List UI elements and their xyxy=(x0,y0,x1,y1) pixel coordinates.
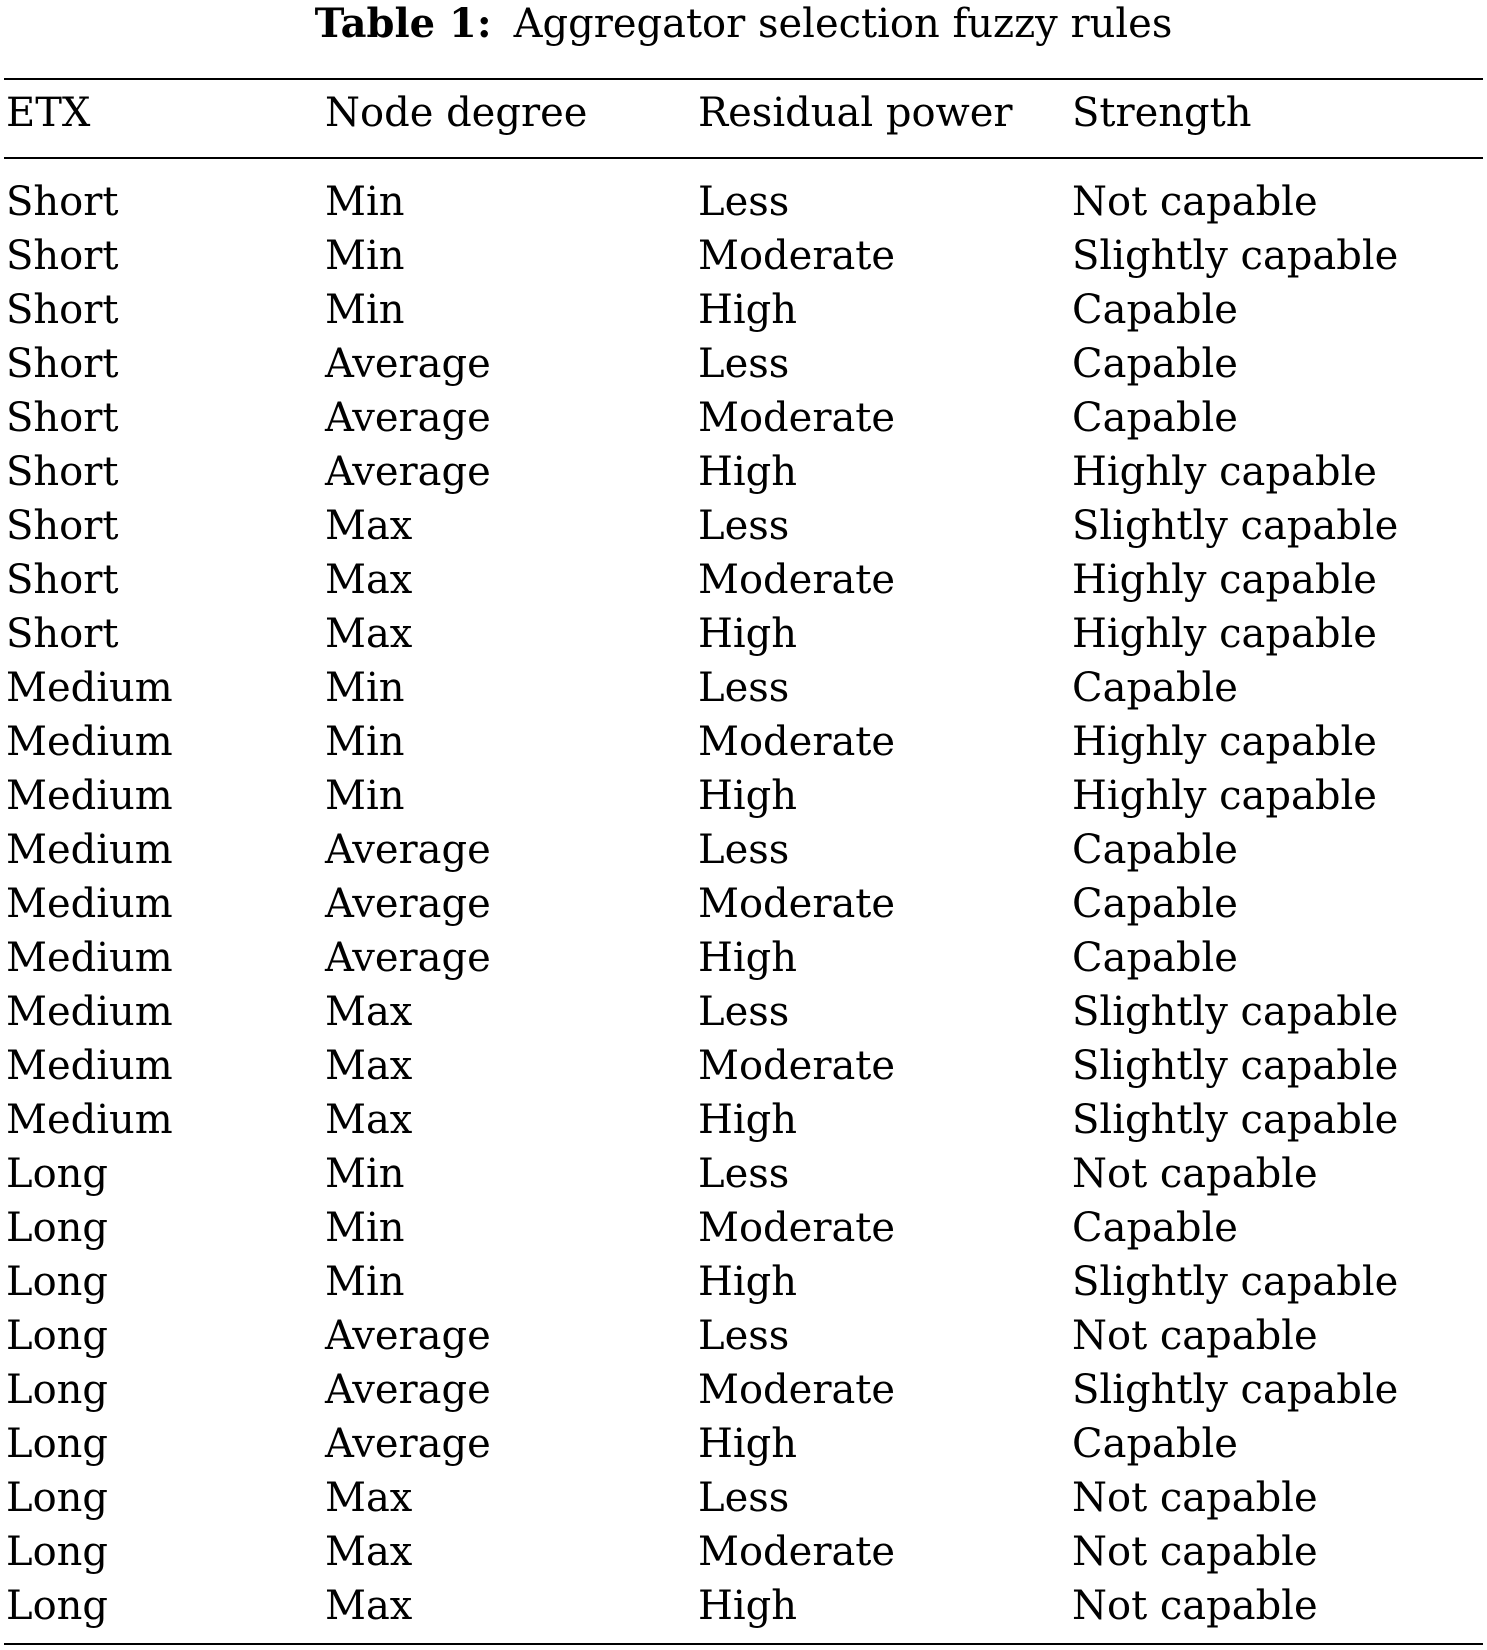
cell-strength: Not capable xyxy=(1072,179,1318,225)
table-row xyxy=(6,337,1483,391)
cell-etx: Long xyxy=(6,1205,109,1251)
table-row xyxy=(6,1525,1483,1579)
cell-residual-power: Less xyxy=(698,827,790,873)
cell-strength: Highly capable xyxy=(1072,719,1377,765)
table-caption-label: Table 1: xyxy=(314,0,492,47)
table-caption xyxy=(0,0,1487,48)
cell-node-degree: Average xyxy=(325,395,491,441)
table-header-rule xyxy=(4,157,1483,159)
cell-etx: Long xyxy=(6,1313,109,1359)
cell-etx: Long xyxy=(6,1367,109,1413)
cell-node-degree: Max xyxy=(325,1583,413,1629)
cell-strength: Capable xyxy=(1072,341,1238,387)
cell-node-degree: Average xyxy=(325,341,491,387)
table-row xyxy=(6,1147,1483,1201)
table-row xyxy=(6,553,1483,607)
cell-etx: Long xyxy=(6,1421,109,1467)
column-header-strength: Strength xyxy=(1072,90,1252,136)
cell-residual-power: High xyxy=(698,935,798,981)
cell-residual-power: Less xyxy=(698,1313,790,1359)
cell-residual-power: Less xyxy=(698,341,790,387)
cell-etx: Medium xyxy=(6,827,173,873)
cell-node-degree: Min xyxy=(325,719,405,765)
cell-node-degree: Min xyxy=(325,287,405,333)
cell-node-degree: Max xyxy=(325,1043,413,1089)
cell-strength: Not capable xyxy=(1072,1529,1318,1575)
cell-residual-power: Moderate xyxy=(698,1367,896,1413)
cell-strength: Capable xyxy=(1072,665,1238,711)
cell-node-degree: Max xyxy=(325,1529,413,1575)
cell-strength: Slightly capable xyxy=(1072,1367,1399,1413)
cell-etx: Short xyxy=(6,395,119,441)
cell-residual-power: Moderate xyxy=(698,719,896,765)
table-row xyxy=(6,877,1483,931)
table-row xyxy=(6,1363,1483,1417)
cell-residual-power: Less xyxy=(698,989,790,1035)
table-top-rule xyxy=(4,78,1483,80)
table-row xyxy=(6,1579,1483,1633)
table-row xyxy=(6,283,1483,337)
cell-node-degree: Min xyxy=(325,233,405,279)
cell-strength: Capable xyxy=(1072,1421,1238,1467)
cell-etx: Medium xyxy=(6,773,173,819)
table-header xyxy=(6,86,1483,148)
table-row xyxy=(6,769,1483,823)
cell-strength: Highly capable xyxy=(1072,557,1377,603)
table-row xyxy=(6,1309,1483,1363)
cell-node-degree: Min xyxy=(325,773,405,819)
cell-strength: Capable xyxy=(1072,287,1238,333)
cell-node-degree: Average xyxy=(325,881,491,927)
table-row xyxy=(6,1471,1483,1525)
table-row xyxy=(6,1093,1483,1147)
cell-node-degree: Min xyxy=(325,179,405,225)
cell-residual-power: Moderate xyxy=(698,395,896,441)
cell-etx: Long xyxy=(6,1583,109,1629)
cell-node-degree: Average xyxy=(325,1421,491,1467)
cell-residual-power: High xyxy=(698,1583,798,1629)
table-row xyxy=(6,823,1483,877)
table-row xyxy=(6,661,1483,715)
cell-node-degree: Average xyxy=(325,449,491,495)
cell-residual-power: High xyxy=(698,1097,798,1143)
cell-residual-power: Less xyxy=(698,179,790,225)
table-row xyxy=(6,391,1483,445)
cell-etx: Long xyxy=(6,1259,109,1305)
cell-etx: Short xyxy=(6,341,119,387)
table-row xyxy=(6,499,1483,553)
cell-strength: Not capable xyxy=(1072,1151,1318,1197)
cell-etx: Medium xyxy=(6,935,173,981)
cell-node-degree: Max xyxy=(325,1475,413,1521)
cell-etx: Long xyxy=(6,1529,109,1575)
cell-etx: Medium xyxy=(6,1097,173,1143)
column-header-etx: ETX xyxy=(6,90,91,136)
cell-strength: Highly capable xyxy=(1072,449,1377,495)
cell-residual-power: Less xyxy=(698,1151,790,1197)
cell-strength: Slightly capable xyxy=(1072,1259,1399,1305)
cell-residual-power: Moderate xyxy=(698,1205,896,1251)
cell-etx: Short xyxy=(6,287,119,333)
table-row xyxy=(6,175,1483,229)
table-caption-text: Aggregator selection fuzzy rules xyxy=(513,1,1173,47)
table-row xyxy=(6,931,1483,985)
cell-node-degree: Max xyxy=(325,1097,413,1143)
cell-strength: Slightly capable xyxy=(1072,233,1399,279)
table-row xyxy=(6,229,1483,283)
cell-residual-power: High xyxy=(698,287,798,333)
table-row xyxy=(6,1255,1483,1309)
cell-etx: Short xyxy=(6,233,119,279)
cell-node-degree: Max xyxy=(325,611,413,657)
cell-node-degree: Max xyxy=(325,557,413,603)
cell-node-degree: Max xyxy=(325,503,413,549)
cell-residual-power: High xyxy=(698,611,798,657)
cell-residual-power: High xyxy=(698,449,798,495)
cell-strength: Capable xyxy=(1072,395,1238,441)
cell-residual-power: Moderate xyxy=(698,557,896,603)
table-bottom-rule xyxy=(4,1643,1483,1645)
table-row xyxy=(6,445,1483,499)
cell-etx: Short xyxy=(6,179,119,225)
cell-etx: Medium xyxy=(6,1043,173,1089)
cell-etx: Medium xyxy=(6,719,173,765)
cell-residual-power: Moderate xyxy=(698,1529,896,1575)
table-row xyxy=(6,1201,1483,1255)
cell-strength: Not capable xyxy=(1072,1583,1318,1629)
cell-node-degree: Min xyxy=(325,1205,405,1251)
table-body xyxy=(6,175,1483,1633)
cell-residual-power: Moderate xyxy=(698,881,896,927)
cell-node-degree: Average xyxy=(325,1313,491,1359)
cell-node-degree: Min xyxy=(325,1151,405,1197)
cell-node-degree: Min xyxy=(325,1259,405,1305)
cell-etx: Medium xyxy=(6,989,173,1035)
cell-strength: Capable xyxy=(1072,935,1238,981)
table-row xyxy=(6,1417,1483,1471)
cell-strength: Slightly capable xyxy=(1072,503,1399,549)
cell-strength: Not capable xyxy=(1072,1475,1318,1521)
cell-residual-power: Less xyxy=(698,665,790,711)
cell-residual-power: Moderate xyxy=(698,1043,896,1089)
cell-strength: Capable xyxy=(1072,1205,1238,1251)
table-row xyxy=(6,607,1483,661)
cell-residual-power: High xyxy=(698,1421,798,1467)
column-header-residual-power: Residual power xyxy=(698,90,1013,136)
table-row xyxy=(6,985,1483,1039)
cell-node-degree: Max xyxy=(325,989,413,1035)
cell-node-degree: Average xyxy=(325,1367,491,1413)
cell-etx: Long xyxy=(6,1151,109,1197)
cell-etx: Short xyxy=(6,449,119,495)
cell-strength: Slightly capable xyxy=(1072,989,1399,1035)
cell-strength: Slightly capable xyxy=(1072,1043,1399,1089)
cell-strength: Not capable xyxy=(1072,1313,1318,1359)
cell-residual-power: High xyxy=(698,1259,798,1305)
cell-strength: Highly capable xyxy=(1072,773,1377,819)
cell-strength: Capable xyxy=(1072,881,1238,927)
cell-etx: Short xyxy=(6,557,119,603)
cell-etx: Short xyxy=(6,503,119,549)
cell-strength: Capable xyxy=(1072,827,1238,873)
cell-residual-power: Moderate xyxy=(698,233,896,279)
table-row xyxy=(6,1039,1483,1093)
table-row xyxy=(6,715,1483,769)
cell-etx: Long xyxy=(6,1475,109,1521)
cell-residual-power: Less xyxy=(698,1475,790,1521)
cell-etx: Short xyxy=(6,611,119,657)
cell-strength: Slightly capable xyxy=(1072,1097,1399,1143)
cell-strength: Highly capable xyxy=(1072,611,1377,657)
cell-etx: Medium xyxy=(6,665,173,711)
table-header-row xyxy=(6,86,1483,148)
cell-node-degree: Min xyxy=(325,665,405,711)
column-header-node-degree: Node degree xyxy=(325,90,588,136)
cell-node-degree: Average xyxy=(325,935,491,981)
cell-residual-power: High xyxy=(698,773,798,819)
cell-etx: Medium xyxy=(6,881,173,927)
cell-node-degree: Average xyxy=(325,827,491,873)
cell-residual-power: Less xyxy=(698,503,790,549)
